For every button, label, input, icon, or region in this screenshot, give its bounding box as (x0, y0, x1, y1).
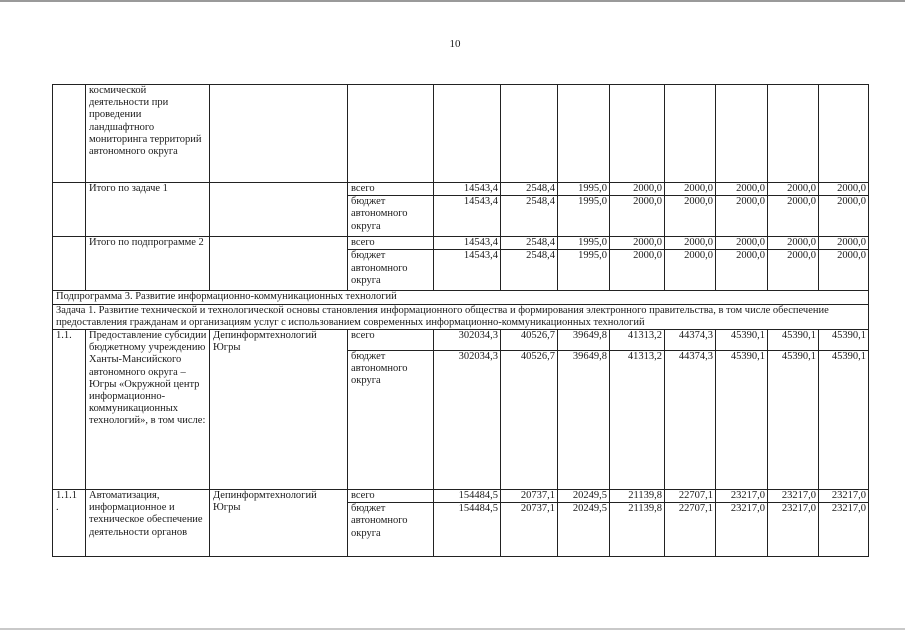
cell-source (348, 85, 434, 183)
budget-table (52, 84, 869, 557)
cell-num (53, 85, 86, 183)
cell-source: всего (348, 183, 434, 196)
cell-source: бюджет автономного округа (348, 503, 434, 557)
scan-edge-top (0, 0, 905, 2)
cell-num (53, 183, 86, 237)
cell-executor (210, 237, 348, 291)
cell-source: всего (348, 490, 434, 503)
cell-executor: Депинформтехнологий Югры (210, 490, 348, 557)
table-row-1-1-budget: бюджет автономного округа 302034,3 40526,7 39649,8 41313,2 44374,3 45390,1 45390,1 45390,1 (53, 351, 869, 490)
cell-source: всего (348, 237, 434, 250)
cell-source: бюджет автономного округа (348, 196, 434, 237)
cell-num (53, 237, 86, 291)
table-row-1-1-1-budget: бюджет автономного округа 154484,5 20737,1 20249,5 21139,8 22707,1 23217,0 23217,0 23217,0 (53, 503, 869, 557)
cell-source: бюджет автономного округа (348, 250, 434, 291)
cell-num: 1.1. (53, 330, 86, 490)
subprogram-heading: Подпрограмма 3. Развитие информационно-коммуникационных технологий (53, 291, 869, 304)
task-heading: Задача 1. Развитие технической и технологической основы становления информационного общества и формирования электронного правительства, в том числе обеспечение предоставления гражданам и организациям услуг с использованием современных информационно-коммуникационных технологий (53, 304, 869, 329)
cell-source: всего (348, 330, 434, 351)
table-row-1-1: 1.1. Предоставление субсидии бюджетному учреждению Ханты-Мансийского автономного округа – Югры «Окружной центр информационно-коммуникационных технологий», в том числе: Депинформтехнологий Югры всего 302034,3 40526,7 39649,8 41313,2 44374,3 45390,1 45390,1 45390,1 (53, 330, 869, 351)
table-row-total-sub2: Итого по подпрограмме 2 всего 14543,4 2548,4 1995,0 2000,0 2000,0 2000,0 2000,0 2000,0 (53, 237, 869, 250)
cell-executor (210, 183, 348, 237)
table-row-continuation (53, 85, 869, 183)
table-row-1-1-1: 1.1.1 . Автоматизация, информационное и техническое обеспечение деятельности органов Депинформтехнологий Югры всего 154484,5 20737,1 20249,5 21139,8 22707,1 23217,0 23217,0 23217,0 (53, 490, 869, 503)
table-row-total-task1: Итого по задаче 1 всего 14543,4 2548,4 1995,0 2000,0 2000,0 2000,0 2000,0 2000,0 (53, 183, 869, 196)
cell-executor: Депинформтехнологий Югры (210, 330, 348, 490)
cell-executor (210, 85, 348, 183)
cell-source: бюджет автономного округа (348, 351, 434, 490)
cell-name: Автоматизация, информационное и техническое обеспечение деятельности органов (86, 490, 210, 557)
cell-num: 1.1.1 . (53, 490, 86, 557)
table-row-subprogram3 (53, 291, 869, 304)
scan-edge-bottom (0, 628, 905, 630)
table-row-total-sub2-budget: бюджет автономного округа 14543,4 2548,4 1995,0 2000,0 2000,0 2000,0 2000,0 2000,0 (53, 250, 869, 291)
cell-name: Предоставление субсидии бюджетному учреждению Ханты-Мансийского автономного округа – Югры «Окружной центр информационно-коммуникационных технологий», в том числе: (86, 330, 210, 490)
cell-name: Итого по подпрограмме 2 (86, 237, 210, 291)
cell-name: космической деятельности при проведении ландшафтного мониторинга территорий автономного округа (86, 85, 210, 183)
table-row-task1 (53, 304, 869, 329)
table-row-total-task1-budget: бюджет автономного округа 14543,4 2548,4 1995,0 2000,0 2000,0 2000,0 2000,0 2000,0 (53, 196, 869, 237)
cell-name: Итого по задаче 1 (86, 183, 210, 237)
page-number: 10 (449, 38, 461, 50)
